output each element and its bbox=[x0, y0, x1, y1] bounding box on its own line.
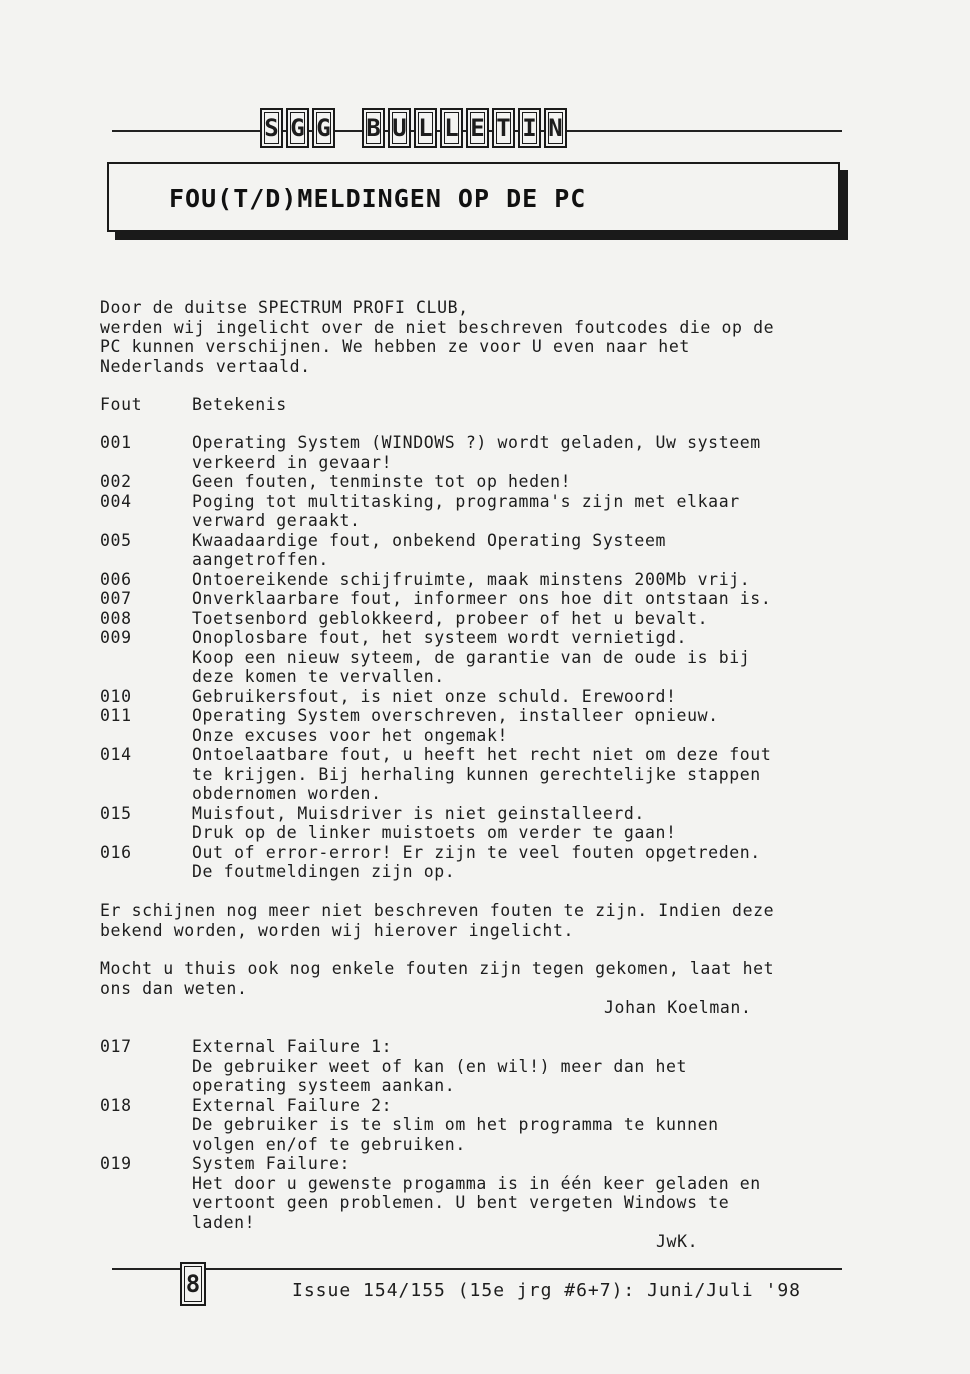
error-description: vertoont geen problemen. U bent vergeten Windows te bbox=[192, 1193, 730, 1212]
error-description: Out of error-error! Er zijn te veel fouten opgetreden. bbox=[192, 842, 761, 862]
logo-letter: L bbox=[444, 114, 459, 142]
logo-letter: E bbox=[470, 114, 485, 142]
error-description: External Failure 2: bbox=[192, 1095, 393, 1115]
error-code: 002 bbox=[100, 472, 132, 491]
error-code: 007 bbox=[100, 589, 132, 608]
error-description: Het door u gewenste progamma is in één keer geladen en bbox=[192, 1173, 761, 1193]
logo-letter: N bbox=[548, 114, 563, 142]
error-code: 014 bbox=[100, 745, 132, 764]
signature: Johan Koelman. bbox=[604, 998, 752, 1017]
error-description: Operating System overschreven, installeer opnieuw. bbox=[192, 706, 719, 725]
error-description: Druk op de linker muistoets om verder te gaan! bbox=[192, 823, 677, 842]
error-description: aangetroffen. bbox=[192, 550, 329, 569]
signature: JwK. bbox=[656, 1232, 699, 1251]
column-header-code: Fout bbox=[100, 395, 143, 414]
logo-letter-box bbox=[312, 108, 335, 148]
page-title: FOU(T/D)MELDINGEN OP DE PC bbox=[169, 184, 587, 213]
error-code: 008 bbox=[100, 608, 132, 628]
intro-line: Door de duitse SPECTRUM PROFI CLUB, bbox=[100, 298, 469, 317]
error-description: te krijgen. Bij herhaling kunnen gerechtelijke stappen bbox=[192, 764, 761, 784]
outro-line: ons dan weten. bbox=[100, 978, 248, 998]
error-code: 004 bbox=[100, 491, 132, 511]
logo-letter-box bbox=[492, 108, 515, 148]
error-description: Onze excuses voor het ongemak! bbox=[192, 725, 509, 745]
error-description: obdernomen worden. bbox=[192, 784, 382, 803]
intro-line: PC kunnen verschijnen. We hebben ze voor U even naar het bbox=[100, 337, 690, 356]
error-code: 009 bbox=[100, 628, 132, 647]
page-number: 8 bbox=[185, 1270, 201, 1298]
error-description: Muisfout, Muisdriver is niet geinstalleerd. bbox=[192, 803, 645, 823]
page-number-box bbox=[180, 1262, 206, 1306]
error-code: 016 bbox=[100, 842, 132, 862]
error-description: verward geraakt. bbox=[192, 511, 361, 530]
logo-letter: I bbox=[522, 114, 537, 142]
error-code: 001 bbox=[100, 433, 132, 452]
error-description: De gebruiker weet of kan (en wil!) meer dan het bbox=[192, 1056, 688, 1076]
error-description: External Failure 1: bbox=[192, 1037, 393, 1056]
logo-letter: L bbox=[418, 114, 433, 142]
logo-letter-box bbox=[260, 108, 283, 148]
error-description: Geen fouten, tenminste tot op heden! bbox=[192, 472, 572, 491]
error-code: 018 bbox=[100, 1095, 132, 1115]
outro-line: Er schijnen nog meer niet beschreven fouten te zijn. Indien deze bbox=[100, 901, 775, 920]
error-description: Operating System (WINDOWS ?) wordt geladen, Uw systeem bbox=[192, 433, 761, 452]
error-code: 017 bbox=[100, 1037, 132, 1056]
logo-letter: G bbox=[290, 114, 305, 142]
error-description: Ontoelaatbare fout, u heeft het recht niet om deze fout bbox=[192, 745, 772, 764]
error-description: Ontoereikende schijfruimte, maak minstens 200Mb vrij. bbox=[192, 569, 751, 589]
error-description: volgen en/of te gebruiken. bbox=[192, 1134, 466, 1154]
error-description: verkeerd in gevaar! bbox=[192, 452, 393, 472]
logo-letter-box bbox=[544, 108, 567, 148]
error-description: Poging tot multitasking, programma's zijn met elkaar bbox=[192, 491, 740, 511]
logo-letter: G bbox=[316, 114, 331, 142]
error-description: operating systeem aankan. bbox=[192, 1076, 456, 1095]
intro-line: Nederlands vertaald. bbox=[100, 356, 311, 376]
logo-letter: U bbox=[392, 114, 407, 142]
logo-letter-box bbox=[518, 108, 541, 148]
column-header-description: Betekenis bbox=[192, 395, 287, 414]
error-description: Gebruikersfout, is niet onze schuld. Erewoord! bbox=[192, 686, 677, 706]
error-code: 005 bbox=[100, 530, 132, 550]
error-description: Koop een nieuw syteem, de garantie van de oude is bij bbox=[192, 647, 751, 667]
issue-line: Issue 154/155 (15e jrg #6+7): Juni/Juli '98 bbox=[292, 1280, 801, 1301]
error-description: Toetsenbord geblokkeerd, probeer of het u bevalt. bbox=[192, 608, 709, 628]
title-box bbox=[107, 162, 840, 232]
error-code: 019 bbox=[100, 1154, 132, 1173]
logo-letter-box bbox=[414, 108, 437, 148]
logo-letter-box bbox=[388, 108, 411, 148]
error-description: laden! bbox=[192, 1212, 256, 1232]
intro-line: werden wij ingelicht over de niet beschreven foutcodes die op de bbox=[100, 317, 775, 337]
error-description: System Failure: bbox=[192, 1154, 351, 1173]
error-code: 015 bbox=[100, 803, 132, 823]
error-description: De gebruiker is te slim om het programma te kunnen bbox=[192, 1115, 719, 1134]
error-description: Onoplosbare fout, het systeem wordt vernietigd. bbox=[192, 628, 688, 647]
error-description: Kwaadaardige fout, onbekend Operating Systeem bbox=[192, 530, 667, 550]
sgg-bulletin-logo bbox=[260, 108, 570, 148]
logo-letter-box bbox=[362, 108, 385, 148]
footer-rule bbox=[112, 1268, 842, 1270]
logo-letter-box bbox=[466, 108, 489, 148]
logo-letter-box bbox=[286, 108, 309, 148]
error-code: 010 bbox=[100, 686, 132, 706]
error-code: 006 bbox=[100, 569, 132, 589]
outro-line: bekend worden, worden wij hierover ingelicht. bbox=[100, 920, 575, 940]
logo-letter-box bbox=[440, 108, 463, 148]
error-description: De foutmeldingen zijn op. bbox=[192, 862, 456, 881]
logo-letter: S bbox=[264, 114, 279, 142]
error-description: deze komen te vervallen. bbox=[192, 667, 445, 686]
error-code: 011 bbox=[100, 706, 132, 725]
logo-letter: T bbox=[496, 114, 511, 142]
outro-line: Mocht u thuis ook nog enkele fouten zijn tegen gekomen, laat het bbox=[100, 959, 775, 978]
error-description: Onverklaarbare fout, informeer ons hoe dit ontstaan is. bbox=[192, 589, 772, 608]
logo-letter: B bbox=[366, 114, 381, 142]
